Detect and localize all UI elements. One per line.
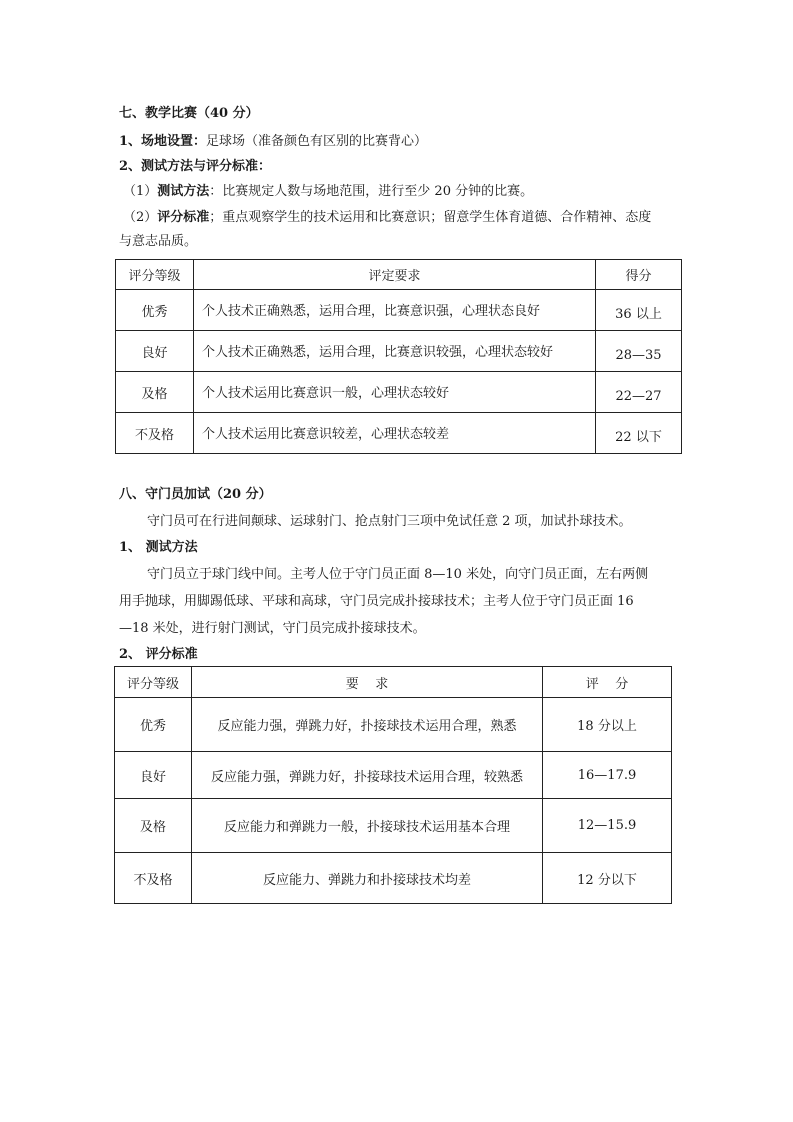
method2-line	[123, 208, 651, 228]
row-requirement: 反应能力和弹跳力一般，扑接球技术运用基本合理	[192, 799, 543, 853]
row-requirement: 反应能力强，弹跳力好，扑接球技术运用合理，熟悉	[192, 698, 543, 752]
section8-title: 八、守门员加试（20 分）	[119, 487, 272, 502]
test-method-line-3: —18 米处，进行射门测试，守门员完成扑接球技术。	[119, 621, 426, 636]
row-score: 16—17.9	[543, 752, 672, 799]
method1-prefix: （1）	[123, 184, 158, 199]
table-row	[116, 331, 682, 372]
row-requirement: 反应能力、弹跳力和扑接球技术均差	[192, 853, 543, 904]
match-grading-table	[115, 259, 682, 454]
row-score: 36 以上	[596, 290, 682, 331]
goalkeeper-grading-table	[114, 666, 672, 904]
test-method-line-2: 用手抛球，用脚踢低球、平球和高球，守门员完成扑接球技术；主考人位于守门员正面 16	[119, 594, 634, 609]
table-header-row	[115, 667, 672, 698]
row-requirement: 个人技术运用比赛意识一般，心理状态较好	[194, 372, 596, 413]
table-header-row	[116, 260, 682, 290]
row-requirement: 个人技术正确熟悉，运用合理，比赛意识强，心理状态良好	[194, 290, 596, 331]
row-level: 及格	[115, 799, 192, 853]
header-level: 评分等级	[115, 667, 192, 698]
table-row	[115, 853, 672, 904]
table-row	[116, 413, 682, 454]
table-row	[116, 372, 682, 413]
method2-continuation: 与意志品质。	[119, 234, 198, 249]
method1-label: 测试方法	[157, 184, 210, 199]
method-heading: 2、测试方法与评分标准：	[119, 159, 272, 174]
row-level: 良好	[115, 752, 192, 799]
row-requirement: 个人技术正确熟悉，运用合理，比赛意识较强，心理状态较好	[194, 331, 596, 372]
row-score: 28—35	[596, 331, 682, 372]
venue-label: 1、场地设置：	[119, 134, 207, 149]
row-level: 不及格	[115, 853, 192, 904]
test-method-heading: 1、 测试方法	[119, 540, 198, 555]
row-requirement: 个人技术运用比赛意识较差，心理状态较差	[194, 413, 596, 454]
test-method-line-1: 守门员立于球门线中间。主考人位于守门员正面 8—10 米处，向守门员正面，左右两侧	[147, 567, 649, 582]
venue-line	[119, 132, 427, 152]
row-score: 22 以下	[596, 413, 682, 454]
table-row	[115, 799, 672, 853]
method1-text: ：比赛规定人数与场地范围，进行至少 20 分钟的比赛。	[209, 184, 534, 199]
row-level: 不及格	[116, 413, 194, 454]
row-level: 及格	[116, 372, 194, 413]
table-row	[115, 752, 672, 799]
row-level: 优秀	[115, 698, 192, 752]
header-level: 评分等级	[116, 260, 194, 290]
header-requirement: 要 求	[192, 667, 543, 698]
row-score: 22—27	[596, 372, 682, 413]
method2-text: ；重点观察学生的技术运用和比赛意识；留意学生体育道德、合作精神、态度	[209, 210, 652, 225]
row-score: 12—15.9	[543, 799, 672, 853]
row-level: 良好	[116, 331, 194, 372]
header-requirement: 评定要求	[194, 260, 596, 290]
row-score: 18 分以上	[543, 698, 672, 752]
section7-title: 七、教学比赛（40 分）	[119, 106, 259, 121]
header-score: 评 分	[543, 667, 672, 698]
method1-line	[123, 182, 533, 202]
table-row	[116, 290, 682, 331]
row-score: 12 分以下	[543, 853, 672, 904]
method2-prefix: （2）	[123, 210, 158, 225]
table-row	[115, 698, 672, 752]
method2-label: 评分标准	[157, 210, 210, 225]
row-level: 优秀	[116, 290, 194, 331]
goalkeeper-intro: 守门员可在行进间颠球、运球射门、抢点射门三项中免试任意 2 项，加试扑球技术。	[147, 514, 632, 529]
header-score: 得分	[596, 260, 682, 290]
criteria-heading: 2、 评分标准	[119, 647, 198, 662]
venue-text: 足球场（准备颜色有区别的比赛背心）	[206, 134, 428, 149]
row-requirement: 反应能力强，弹跳力好，扑接球技术运用合理，较熟悉	[192, 752, 543, 799]
